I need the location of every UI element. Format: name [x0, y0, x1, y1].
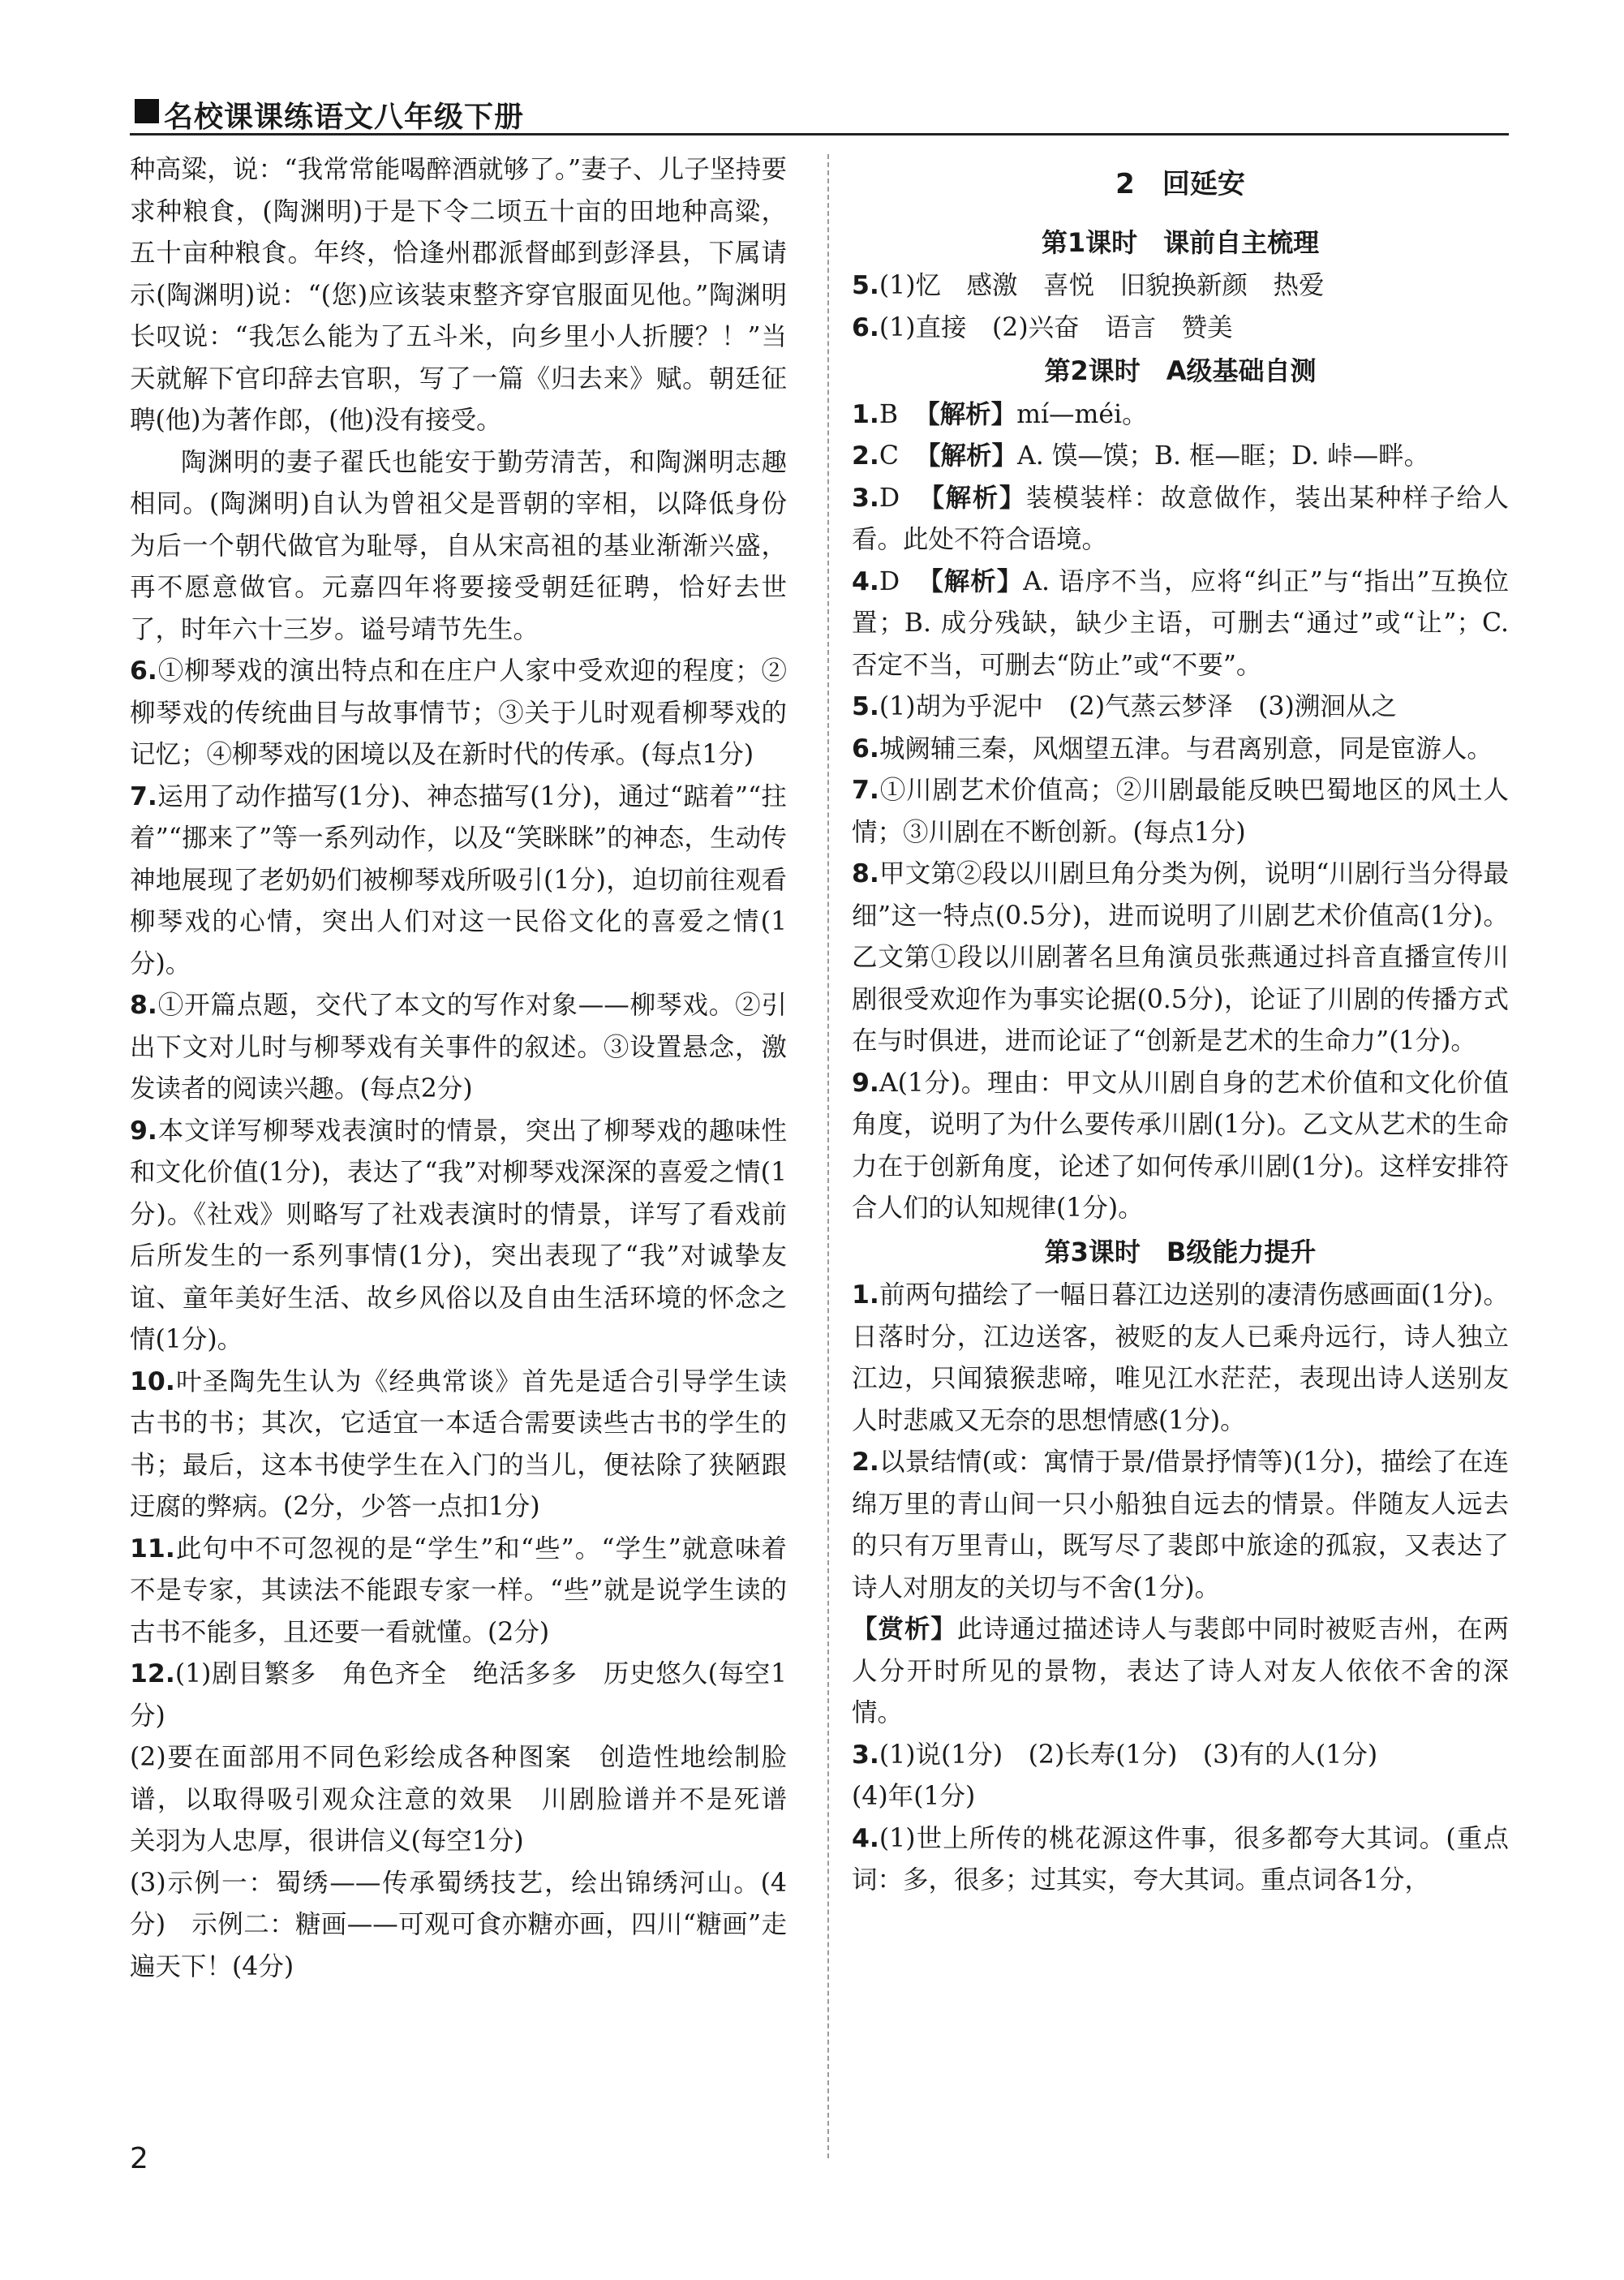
- answer-number: 3.: [852, 1740, 879, 1770]
- answer-12-part-2: (2)要在面部用不同色彩绘成各种图案 创造性地绘制脸谱，以取得吸引观众注意的效果 川剧脸谱并不是死谱 关羽为人忠厚，很讲信义(每空1分): [130, 1743, 813, 1856]
- answer-text: 前两句描绘了一幅日暮江边送别的凄清伤感画面(1分)。日落时分，江边送客，被贬的友人已乘舟远行，诗人独立江边，只闻猿猴悲啼，唯见江水茫茫，表现出诗人送别友人时悲戚又无奈的思想情感(1分)。: [852, 1280, 1509, 1435]
- left-column: [130, 149, 813, 1988]
- answer-12: [130, 1654, 787, 1737]
- answer-choice: B: [879, 399, 899, 429]
- answer-text: (1)剧目繁多 角色齐全 绝活多多 历史悠久(每空1分): [130, 1659, 787, 1731]
- answer-text: (1)胡为乎泥中 (2)气蒸云梦泽 (3)溯洄从之: [879, 692, 1397, 721]
- answer-text: A. 语序不当，应将“纠正”与“指出”互换位置；B. 成分残缺，缺少主语，可删去“通过”或“让”；C. 否定不当，可删去“防止”或“不要”。: [852, 566, 1509, 680]
- answer-r5: [852, 265, 1509, 308]
- page-header: [130, 88, 1509, 136]
- answer-number: 4.: [852, 1823, 879, 1853]
- answer-number: 2.: [852, 1448, 879, 1477]
- answer-number: 8.: [130, 991, 157, 1020]
- lesson-title: 2 回延安: [1115, 168, 1245, 200]
- answer-c1: [852, 1275, 1509, 1442]
- column-divider: [827, 154, 829, 2158]
- answer-text: 甲文第②段以川剧旦角分类为例，说明“川剧行当分得最细”这一特点(0.5分)，进而说明了川剧艺术价值高(1分)。乙文第①段以川剧著名旦角演员张燕通过抖音直播宣传川剧很受欢迎作为事实论据(0.5分)，论证了川剧的传播方式在与时俱进，进而论证了“创新是艺术的生命力”(1分)。: [852, 859, 1509, 1056]
- answer-9: [130, 1111, 787, 1362]
- answer-text: ①开篇点题，交代了本文的写作对象——柳琴戏。②引出下文对儿时与柳琴戏有关事件的叙述。③设置悬念，激发读者的阅读兴趣。(每点2分): [130, 991, 787, 1103]
- appreciation-tag: 【赏析】: [852, 1615, 957, 1644]
- answer-choice: D: [879, 483, 900, 513]
- answer-text: (1)说(1分) (2)长寿(1分) (3)有的人(1分): [879, 1740, 1378, 1770]
- answer-text: A. 馍—馍；B. 框—眶；D. 峠—畔。: [1017, 441, 1430, 471]
- header-square-mark: [135, 99, 159, 123]
- answer-text: 本文详写柳琴戏表演时的情景，突出了柳琴戏的趣味性和文化价值(1分)，表达了“我”对柳琴戏深深的喜爱之情(1分)。《社戏》则略写了社戏表演时的情景，详写了看戏前后所发生的一系列事情(1分)，突出表现了“我”对诚挚友谊、童年美好生活、故乡风俗以及自由生活环境的怀念之情(1分)。: [130, 1116, 787, 1354]
- answer-number: 1.: [852, 399, 879, 429]
- answer-number: 4.: [852, 566, 879, 596]
- answer-number: 10.: [130, 1366, 175, 1396]
- answer-number: 6.: [852, 312, 879, 342]
- analysis-tag: 【解析】: [918, 483, 1027, 513]
- answer-b8: [852, 854, 1509, 1063]
- translation-paragraph-1: 种高粱，说：“我常常能喝醉酒就够了。”妻子、儿子坚持要求种粮食，(陶渊明)于是下令二顷五十亩的田地种高粱，五十亩种粮食。年终，恰逢州郡派督邮到彭泽县，下属请示(陶渊明)说：“(您)应该装束整齐穿官服面见他。”陶渊明长叹说：“我怎么能为了五斗米，向乡里小人折腰？！”当天就解下官印辞去官职，写了一篇《归去来》赋。朝廷征聘(他)为著作郎，(他)没有接受。: [130, 155, 787, 435]
- answer-number: 9.: [130, 1116, 157, 1146]
- answer-choice: D: [879, 566, 900, 596]
- answer-b2: [852, 436, 1509, 478]
- answer-text: 叶圣陶先生认为《经典常谈》首先是适合引导学生读古书的书；其次，它适宜一本适合需要读些古书的学生的书；最后，这本书使学生在入门的当儿，便祛除了狭陋跟迂腐的弊病。(2分，少答一点扣1分): [130, 1366, 787, 1521]
- appreciation-text: 此诗通过描述诗人与裴郎中同时被贬吉州，在两人分开时所见的景物，表达了诗人对友人依依不舍的深情。: [852, 1615, 1509, 1727]
- answer-number: 11.: [130, 1534, 175, 1564]
- translation-paragraph-2: 陶渊明的妻子翟氏也能安于勤劳清苦，和陶渊明志趣相同。(陶渊明)自认为曾祖父是晋朝的宰相，以降低身份为后一个朝代做官为耻辱，自从宋高祖的基业渐渐兴盛，再不愿意做官。元嘉四年将要接受朝廷征聘，恰好去世了，时年六十三岁。谥号靖节先生。: [130, 447, 787, 644]
- answer-text: 以景结情(或：寓情于景/借景抒情等)(1分)，描绘了在连绵万里的青山间一只小船独自远去的情景。伴随友人远去的只有万里青山，既写尽了裴郎中旅途的孤寂，又表达了诗人对朋友的关切与不舍(1分)。: [852, 1448, 1509, 1602]
- answer-number: 5.: [852, 271, 879, 300]
- answer-text: (1)忆 感激 喜悦 旧貌换新颜 热爱: [879, 271, 1325, 300]
- answer-number: 1.: [852, 1280, 879, 1310]
- answer-text: 运用了动作描写(1分)、神态描写(1分)，通过“踮着”“拄着”“挪来了”等一系列动作，以及“笑眯眯”的神态，生动传神地展现了老奶奶们被柳琴戏所吸引(1分)，迫切前往观看柳琴戏的心情，突出人们对这一民俗文化的喜爱之情(1分)。: [130, 781, 787, 979]
- answer-number: 3.: [852, 483, 879, 513]
- appreciation: [852, 1609, 1509, 1735]
- answer-c3-part-2: (4)年(1分): [852, 1782, 976, 1811]
- answer-b3: [852, 478, 1509, 561]
- answer-r6: [852, 308, 1509, 350]
- answer-b4: [852, 561, 1509, 687]
- answer-11: [130, 1529, 787, 1654]
- analysis-tag: 【解析】: [915, 441, 1018, 471]
- analysis-tag: 【解析】: [917, 566, 1024, 596]
- answer-b9: [852, 1063, 1509, 1230]
- answer-number: 7.: [852, 776, 879, 805]
- section-title-2: 第2课时 A级基础自测: [1044, 355, 1317, 386]
- answer-text: 城阙辅三秦，风烟望五津。与君离别意，同是宦游人。: [879, 733, 1493, 764]
- answer-number: 7.: [130, 781, 157, 811]
- answer-c4: [852, 1818, 1509, 1902]
- answer-number: 6.: [852, 733, 879, 764]
- answer-text: ①柳琴戏的演出特点和在庄户人家中受欢迎的程度；②柳琴戏的传统曲目与故事情节；③关于儿时观看柳琴戏的记忆；④柳琴戏的困境以及在新时代的传承。(每点1分): [130, 656, 787, 769]
- section-title-1: 第1课时 课前自主梳理: [1041, 226, 1320, 258]
- answer-text: 装模装样：故意做作，装出某种样子给人看。此处不符合语境。: [852, 483, 1509, 554]
- section-title-3: 第3课时 B级能力提升: [1044, 1236, 1317, 1267]
- answer-b6: [852, 729, 1509, 771]
- answer-number: 6.: [130, 656, 157, 686]
- answer-7: [130, 776, 787, 986]
- page-number: 2: [130, 2142, 148, 2175]
- answer-number: 12.: [130, 1659, 175, 1688]
- answer-number: 2.: [852, 441, 879, 471]
- answer-number: 5.: [852, 692, 879, 721]
- answer-b5: [852, 686, 1509, 729]
- answer-12-part-3: (3)示例一：蜀绣——传承蜀绣技艺，绘出锦绣河山。(4分) 示例二：糖画——可观可食亦糖亦画，四川“糖画”走遍天下！(4分): [130, 1868, 787, 1981]
- answer-b7: [852, 770, 1509, 854]
- header-title: 名校课课练语文八年级下册: [164, 101, 525, 134]
- right-column: [852, 149, 1509, 1902]
- answer-number: 9.: [852, 1068, 879, 1098]
- answer-text: (1)世上所传的桃花源这件事，很多都夸大其词。(重点词：多，很多；过其实，夸大其词。重点词各1分，: [852, 1823, 1509, 1895]
- answer-text: ①川剧艺术价值高；②川剧最能反映巴蜀地区的风土人情；③川剧在不断创新。(每点1分): [852, 776, 1509, 847]
- answer-text: A(1分)。理由：甲文从川剧自身的艺术价值和文化价值角度，说明了为什么要传承川剧(1分)。乙文从艺术的生命力在于创新角度，论述了如何传承川剧(1分)。这样安排符合人们的认知规律(1分)。: [852, 1068, 1509, 1223]
- answer-6: [130, 651, 787, 776]
- answer-10: [130, 1362, 787, 1529]
- analysis-tag: 【解析】: [914, 399, 1017, 429]
- answer-text: mí—méi。: [1016, 399, 1148, 429]
- answer-c3: [852, 1735, 1509, 1777]
- answer-text: (1)直接 (2)兴奋 语言 赞美: [879, 312, 1233, 342]
- answer-8: [130, 985, 787, 1111]
- answer-text: 此句中不可忽视的是“学生”和“些”。“学生”就意味着不是专家，其读法不能跟专家一样。“些”就是说学生读的古书不能多，且还要一看就懂。(2分): [130, 1534, 787, 1647]
- answer-number: 8.: [852, 859, 879, 888]
- answer-c2: [852, 1442, 1509, 1609]
- answer-b1: [852, 394, 1509, 437]
- answer-choice: C: [879, 441, 899, 471]
